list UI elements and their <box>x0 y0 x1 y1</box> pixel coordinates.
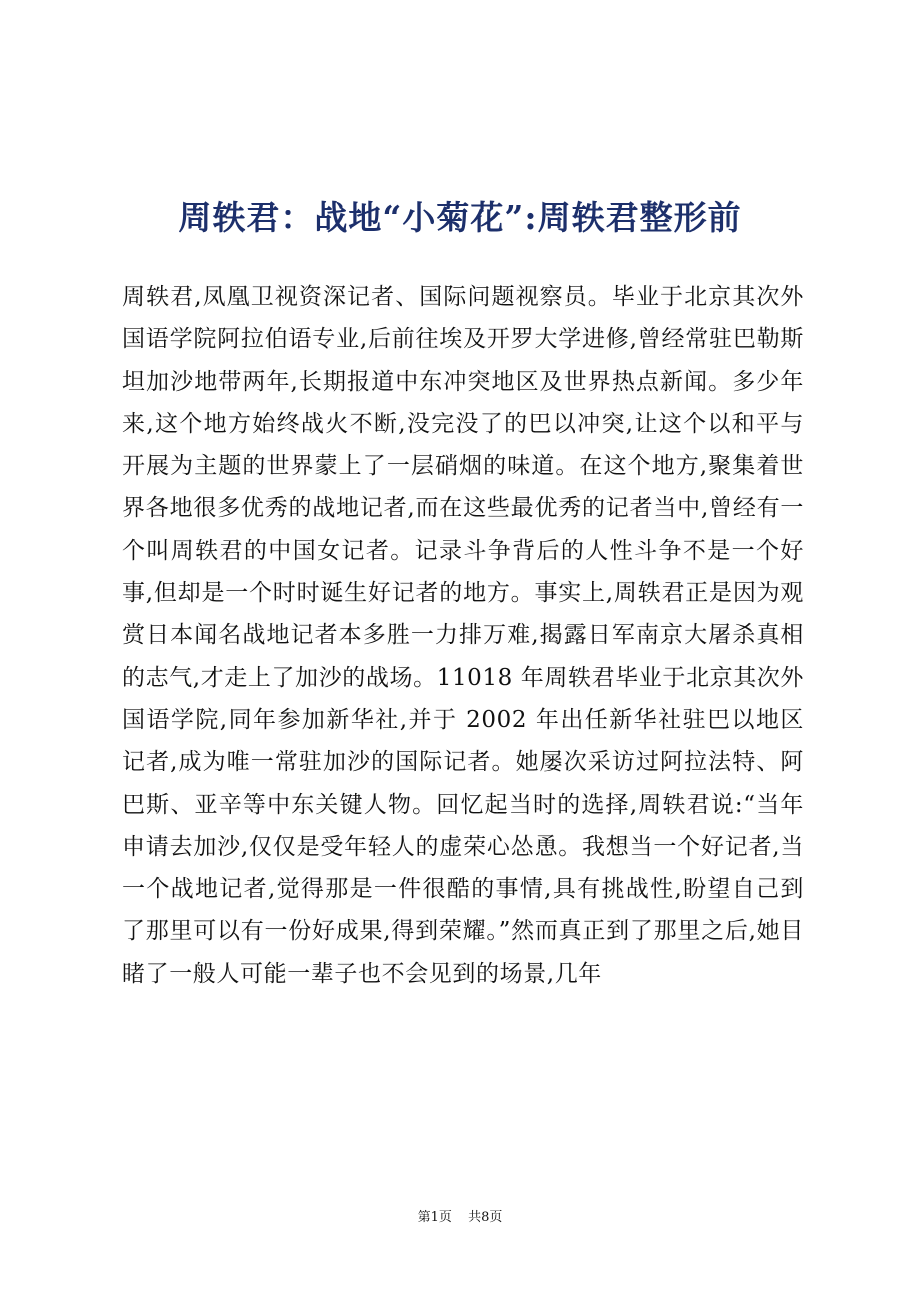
page-total: 共8页 <box>468 1210 503 1225</box>
document-title: 周轶君：战地“小菊花”:周轶君整形前 <box>178 198 742 237</box>
paragraph-3: 斗争不是一个好事,但却是一个时时诞生好记者的地方。事实上,周轶君正是因为观赏日本闻名战地记者本多胜一力排万难,揭露日军南京大屠杀真相的志气,才走上了加沙的战场。 <box>122 537 805 691</box>
paragraph-4: 11018 年周轶君毕业于北京其次外国语学院,同年参加新华社,并于 2002 年出任新华社驻巴以地区记者,成为唯一常驻加沙的国际记者。她屡次采访过阿拉法特、阿巴斯、亚辛等中东关键人物。回忆起当时的选择,周轶君说:“当年申请去加沙,仅仅是受年轻人的虚荣心怂恿。我想当一个好记者,当一个战地记者,觉得那是一件很酷的事情,具有挑战性,盼望自己到了那里可以有一份好成果,得到荣耀。”然而真正到了那里之后,她目睹了一般人可能一辈子也不会见到的场景,几年 <box>122 664 804 987</box>
document-body <box>122 276 804 995</box>
paragraph-2: 多少年来,这个地方始终战火不断,没完没了的巴以冲突,让这个以和平与开展为主题的世界蒙上了一层硝烟的味道。在这个地方,聚集着世界各地很多优秀的战地记者,而在这些最优秀的记者当中,曾经有一个叫周轶君的中国女记者。记录斗争背后的人性 <box>122 368 804 564</box>
paragraph-1: 周轶君,凤凰卫视资深记者、国际问题视察员。毕业于北京其次外国语学院阿拉伯语专业,后前往埃及开罗大学进修,曾经常驻巴勒斯坦加沙地带两年,长期报道中东冲突地区及世界热点新闻。 <box>122 284 804 395</box>
page-number: 第1页 <box>417 1210 452 1225</box>
page-footer <box>0 1206 920 1225</box>
